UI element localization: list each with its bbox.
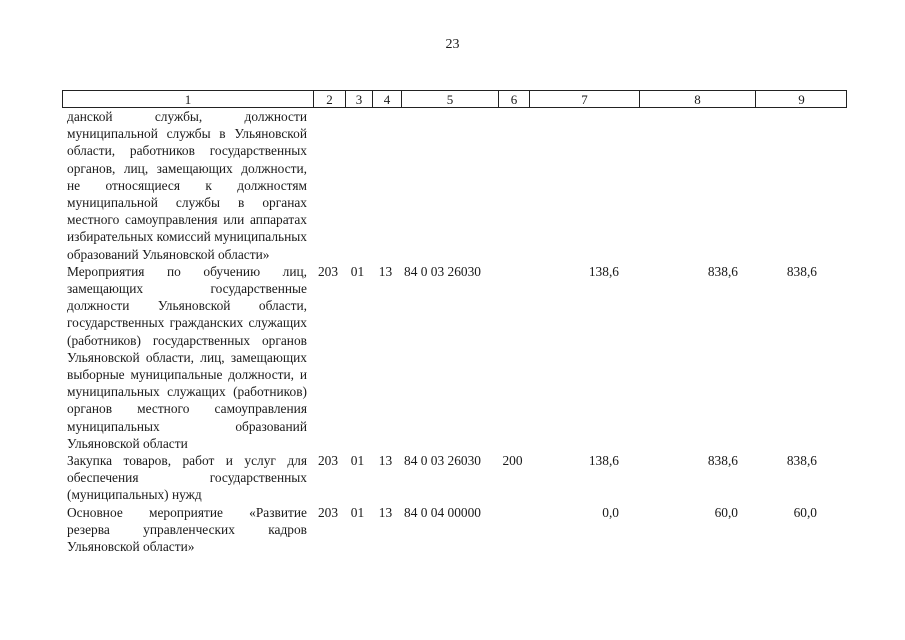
table-row bbox=[62, 452, 847, 504]
column-header-3: 3 bbox=[345, 91, 372, 108]
budget-table bbox=[62, 90, 847, 555]
cell-subsection: 13 bbox=[378, 263, 393, 279]
cell-amount-col7: 138,6 bbox=[588, 263, 619, 279]
table-row bbox=[62, 504, 847, 556]
cell-section: 01 bbox=[350, 504, 365, 520]
table-row bbox=[62, 108, 847, 263]
cell-amount-col8: 838,6 bbox=[707, 263, 738, 279]
cell-target-article: 84 0 04 00000 bbox=[404, 504, 481, 520]
cell-amount-col8: 838,6 bbox=[707, 453, 738, 469]
cell-subsection: 13 bbox=[378, 453, 393, 469]
cell-expense-type: 200 bbox=[502, 453, 523, 469]
column-header-8: 8 bbox=[639, 91, 755, 108]
cell-section: 01 bbox=[350, 263, 365, 279]
table-row bbox=[62, 263, 847, 452]
row-description: данской службы, должности муниципальной службы в Ульяновской области, работников государственных органов, лиц, замещающих должности, не относящиеся к должностям муниципальной службы в органах местного самоуправления или аппаратах избирательных комиссий муниципальных образований Ульяновской области» bbox=[67, 109, 307, 262]
cell-target-article: 84 0 03 26030 bbox=[404, 263, 481, 279]
cell-admin-code: 203 bbox=[317, 263, 339, 279]
cell-section: 01 bbox=[350, 453, 365, 469]
cell-amount-col9: 838,6 bbox=[786, 453, 817, 469]
column-header-1: 1 bbox=[184, 92, 192, 107]
cell-amount-col8: 60,0 bbox=[714, 504, 738, 520]
column-header-2: 2 bbox=[313, 91, 345, 108]
cell-amount-col9: 60,0 bbox=[793, 504, 817, 520]
column-header-7: 7 bbox=[529, 91, 639, 108]
cell-admin-code: 203 bbox=[317, 504, 339, 520]
cell-amount-col7: 138,6 bbox=[588, 453, 619, 469]
column-header-4: 4 bbox=[372, 91, 401, 108]
column-header-9: 9 bbox=[755, 91, 847, 108]
row-description: Закупка товаров, работ и услуг для обеспечения государственных (муниципальных) нужд bbox=[67, 453, 307, 503]
column-header-5: 5 bbox=[401, 91, 498, 108]
row-description: Мероприятия по обучению лиц, замещающих государственные должности Ульяновской области, государственных гражданских служащих (работников) государственных органов Ульяновской области, лиц, замещающих выборные муниципальные должности, и муниципальных служащих (работников) органов местного самоуправления муниципальных образований Ульяновской области bbox=[67, 263, 307, 451]
row-description: Основное мероприятие «Развитие резерва управленческих кадров Ульяновской области» bbox=[67, 504, 307, 555]
cell-amount-col9: 838,6 bbox=[786, 263, 817, 279]
cell-subsection: 13 bbox=[378, 504, 393, 520]
cell-amount-col7: 0,0 bbox=[602, 504, 619, 520]
page-number: 23 bbox=[445, 37, 460, 52]
cell-admin-code: 203 bbox=[317, 453, 339, 469]
column-header-6: 6 bbox=[498, 91, 529, 108]
cell-target-article: 84 0 03 26030 bbox=[404, 453, 481, 469]
table-header-row bbox=[62, 90, 847, 108]
